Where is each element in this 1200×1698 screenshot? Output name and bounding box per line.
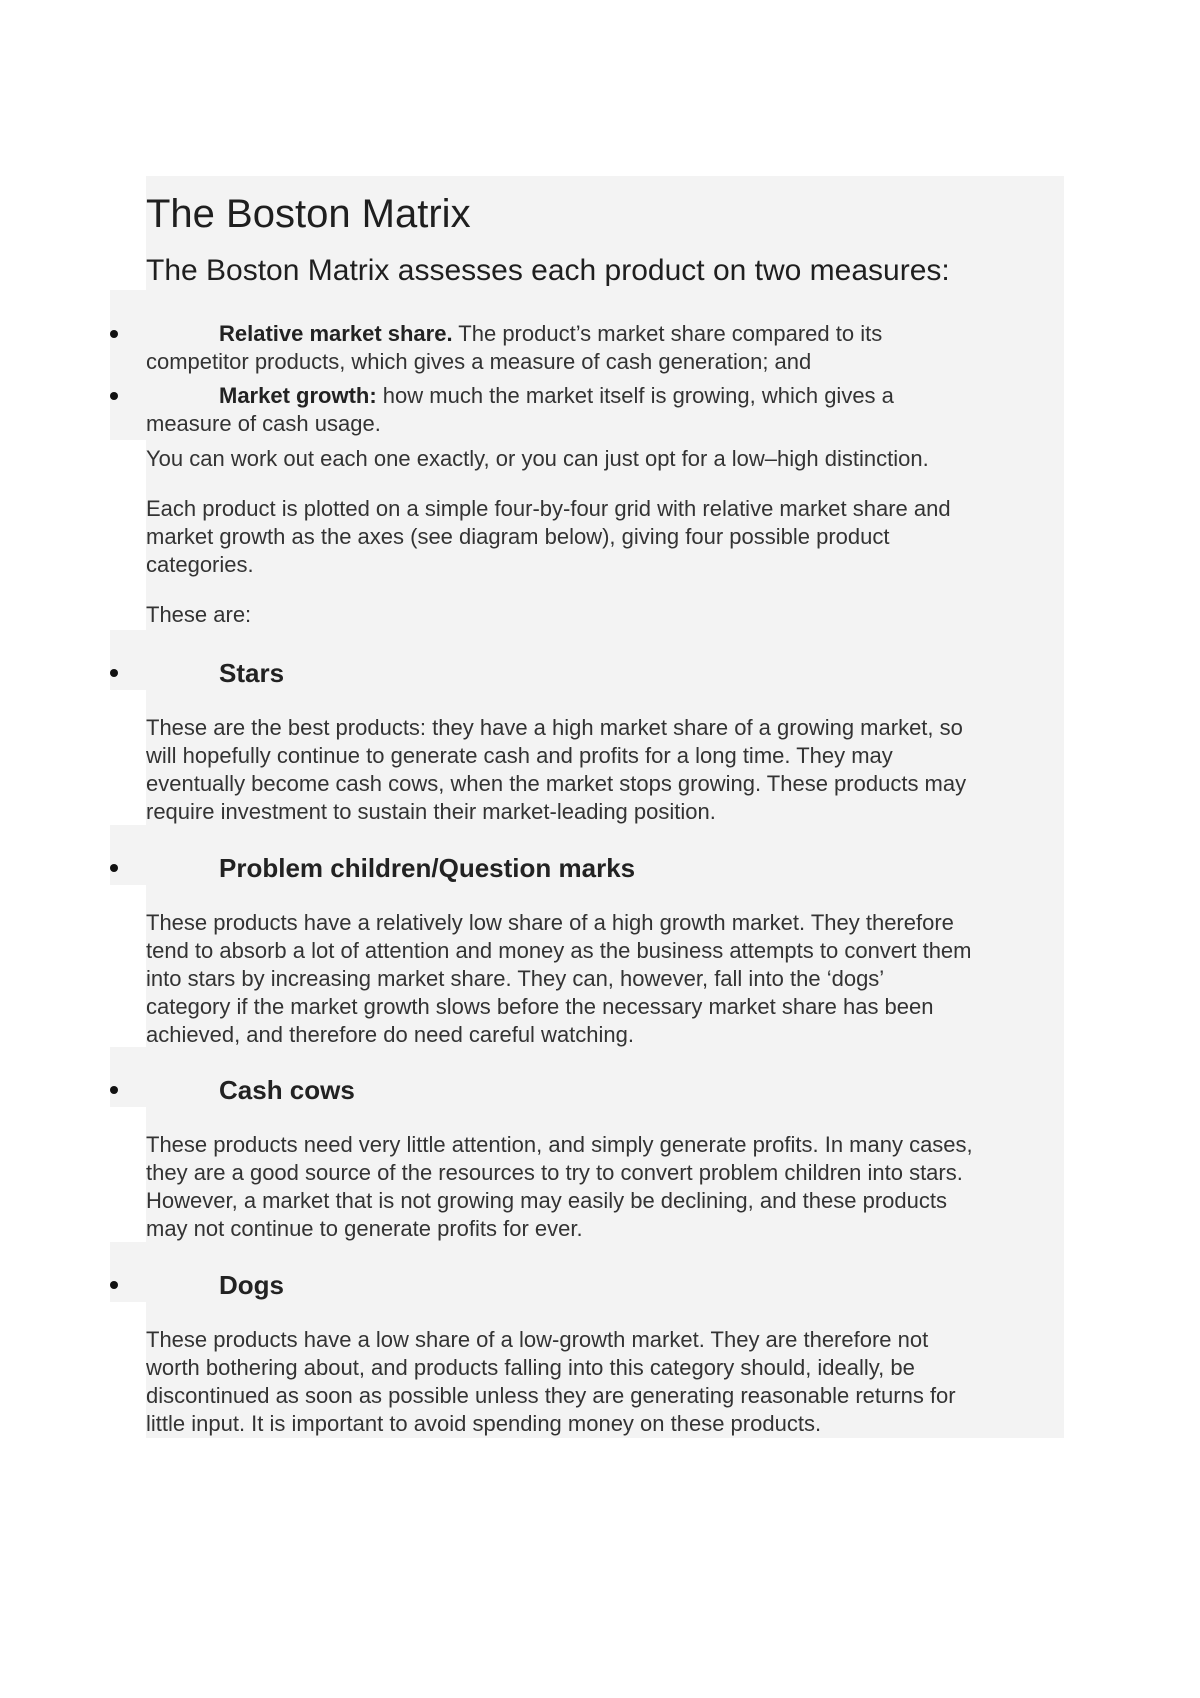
- category-heading-problem-children: Problem children/Question marks: [219, 853, 636, 883]
- category-text-line: eventually become cash cows, when the market stops growing. These products may: [146, 771, 967, 796]
- bullet-icon: [110, 864, 118, 872]
- measure-lead: Relative market share.: [219, 321, 453, 346]
- bullet-icon: [110, 1086, 118, 1094]
- paragraph-line: categories.: [146, 552, 254, 577]
- category-heading-stars: Stars: [219, 658, 285, 688]
- bullet-shade-cows: [110, 1047, 150, 1107]
- category-heading-dogs: Dogs: [219, 1270, 284, 1300]
- bullet-shade-dogs: [110, 1242, 150, 1302]
- category-text-line: may not continue to generate profits for ever.: [146, 1216, 583, 1241]
- bullet-icon: [110, 1281, 118, 1289]
- bullet-icon: [110, 330, 118, 338]
- bullet-icon: [110, 669, 118, 677]
- measure-text: how much the market itself is growing, which gives a: [376, 383, 894, 408]
- category-text-line: will hopefully continue to generate cash and profits for a long time. They may: [146, 743, 893, 768]
- category-text-line: category if the market growth slows before the necessary market share has been: [146, 994, 934, 1019]
- paragraph-line: market growth as the axes (see diagram below), giving four possible product: [146, 524, 890, 549]
- category-text-line: require investment to sustain their market-leading position.: [146, 799, 716, 824]
- paragraph-line: Each product is plotted on a simple four-by-four grid with relative market share and: [146, 496, 951, 521]
- category-text-line: little input. It is important to avoid spending money on these products.: [146, 1411, 822, 1436]
- category-text-line: However, a market that is not growing may easily be declining, and these products: [146, 1188, 947, 1213]
- category-text-line: These products need very little attention, and simply generate profits. In many cases,: [146, 1132, 973, 1157]
- paragraph: These are:: [146, 602, 252, 627]
- category-text-line: These are the best products: they have a high market share of a growing market, so: [146, 715, 963, 740]
- measure-lead: Market growth:: [219, 383, 377, 408]
- category-text-line: they are a good source of the resources to try to convert problem children into stars.: [146, 1160, 963, 1185]
- measure-item-relative-share: [219, 320, 882, 348]
- category-text-line: These products have a low share of a low-growth market. They are therefore not: [146, 1327, 929, 1352]
- bullet-icon: [110, 392, 118, 400]
- bullet-shade-problem: [110, 825, 150, 885]
- page-subtitle: The Boston Matrix assesses each product on two measures:: [146, 254, 950, 287]
- category-text-line: worth bothering about, and products falling into this category should, ideally, be: [146, 1355, 915, 1380]
- bullet-shade-stars: [110, 630, 150, 690]
- measure-item-line2: competitor products, which gives a measure of cash generation; and: [146, 349, 812, 374]
- category-text-line: achieved, and therefore do need careful watching.: [146, 1022, 634, 1047]
- category-text-line: These products have a relatively low share of a high growth market. They therefore: [146, 910, 954, 935]
- page-title: The Boston Matrix: [146, 192, 471, 236]
- measure-item-line2: measure of cash usage.: [146, 411, 381, 436]
- category-text-line: into stars by increasing market share. They can, however, fall into the ‘dogs’: [146, 966, 885, 991]
- bullet-shade-measures: [110, 290, 150, 440]
- measure-item-market-growth: [219, 382, 894, 410]
- category-text-line: tend to absorb a lot of attention and money as the business attempts to convert them: [146, 938, 972, 963]
- category-text-line: discontinued as soon as possible unless they are generating reasonable returns for: [146, 1383, 956, 1408]
- category-heading-cash-cows: Cash cows: [219, 1075, 355, 1105]
- paragraph: You can work out each one exactly, or you can just opt for a low–high distinction.: [146, 446, 929, 471]
- measure-text: The product’s market share compared to its: [452, 321, 883, 346]
